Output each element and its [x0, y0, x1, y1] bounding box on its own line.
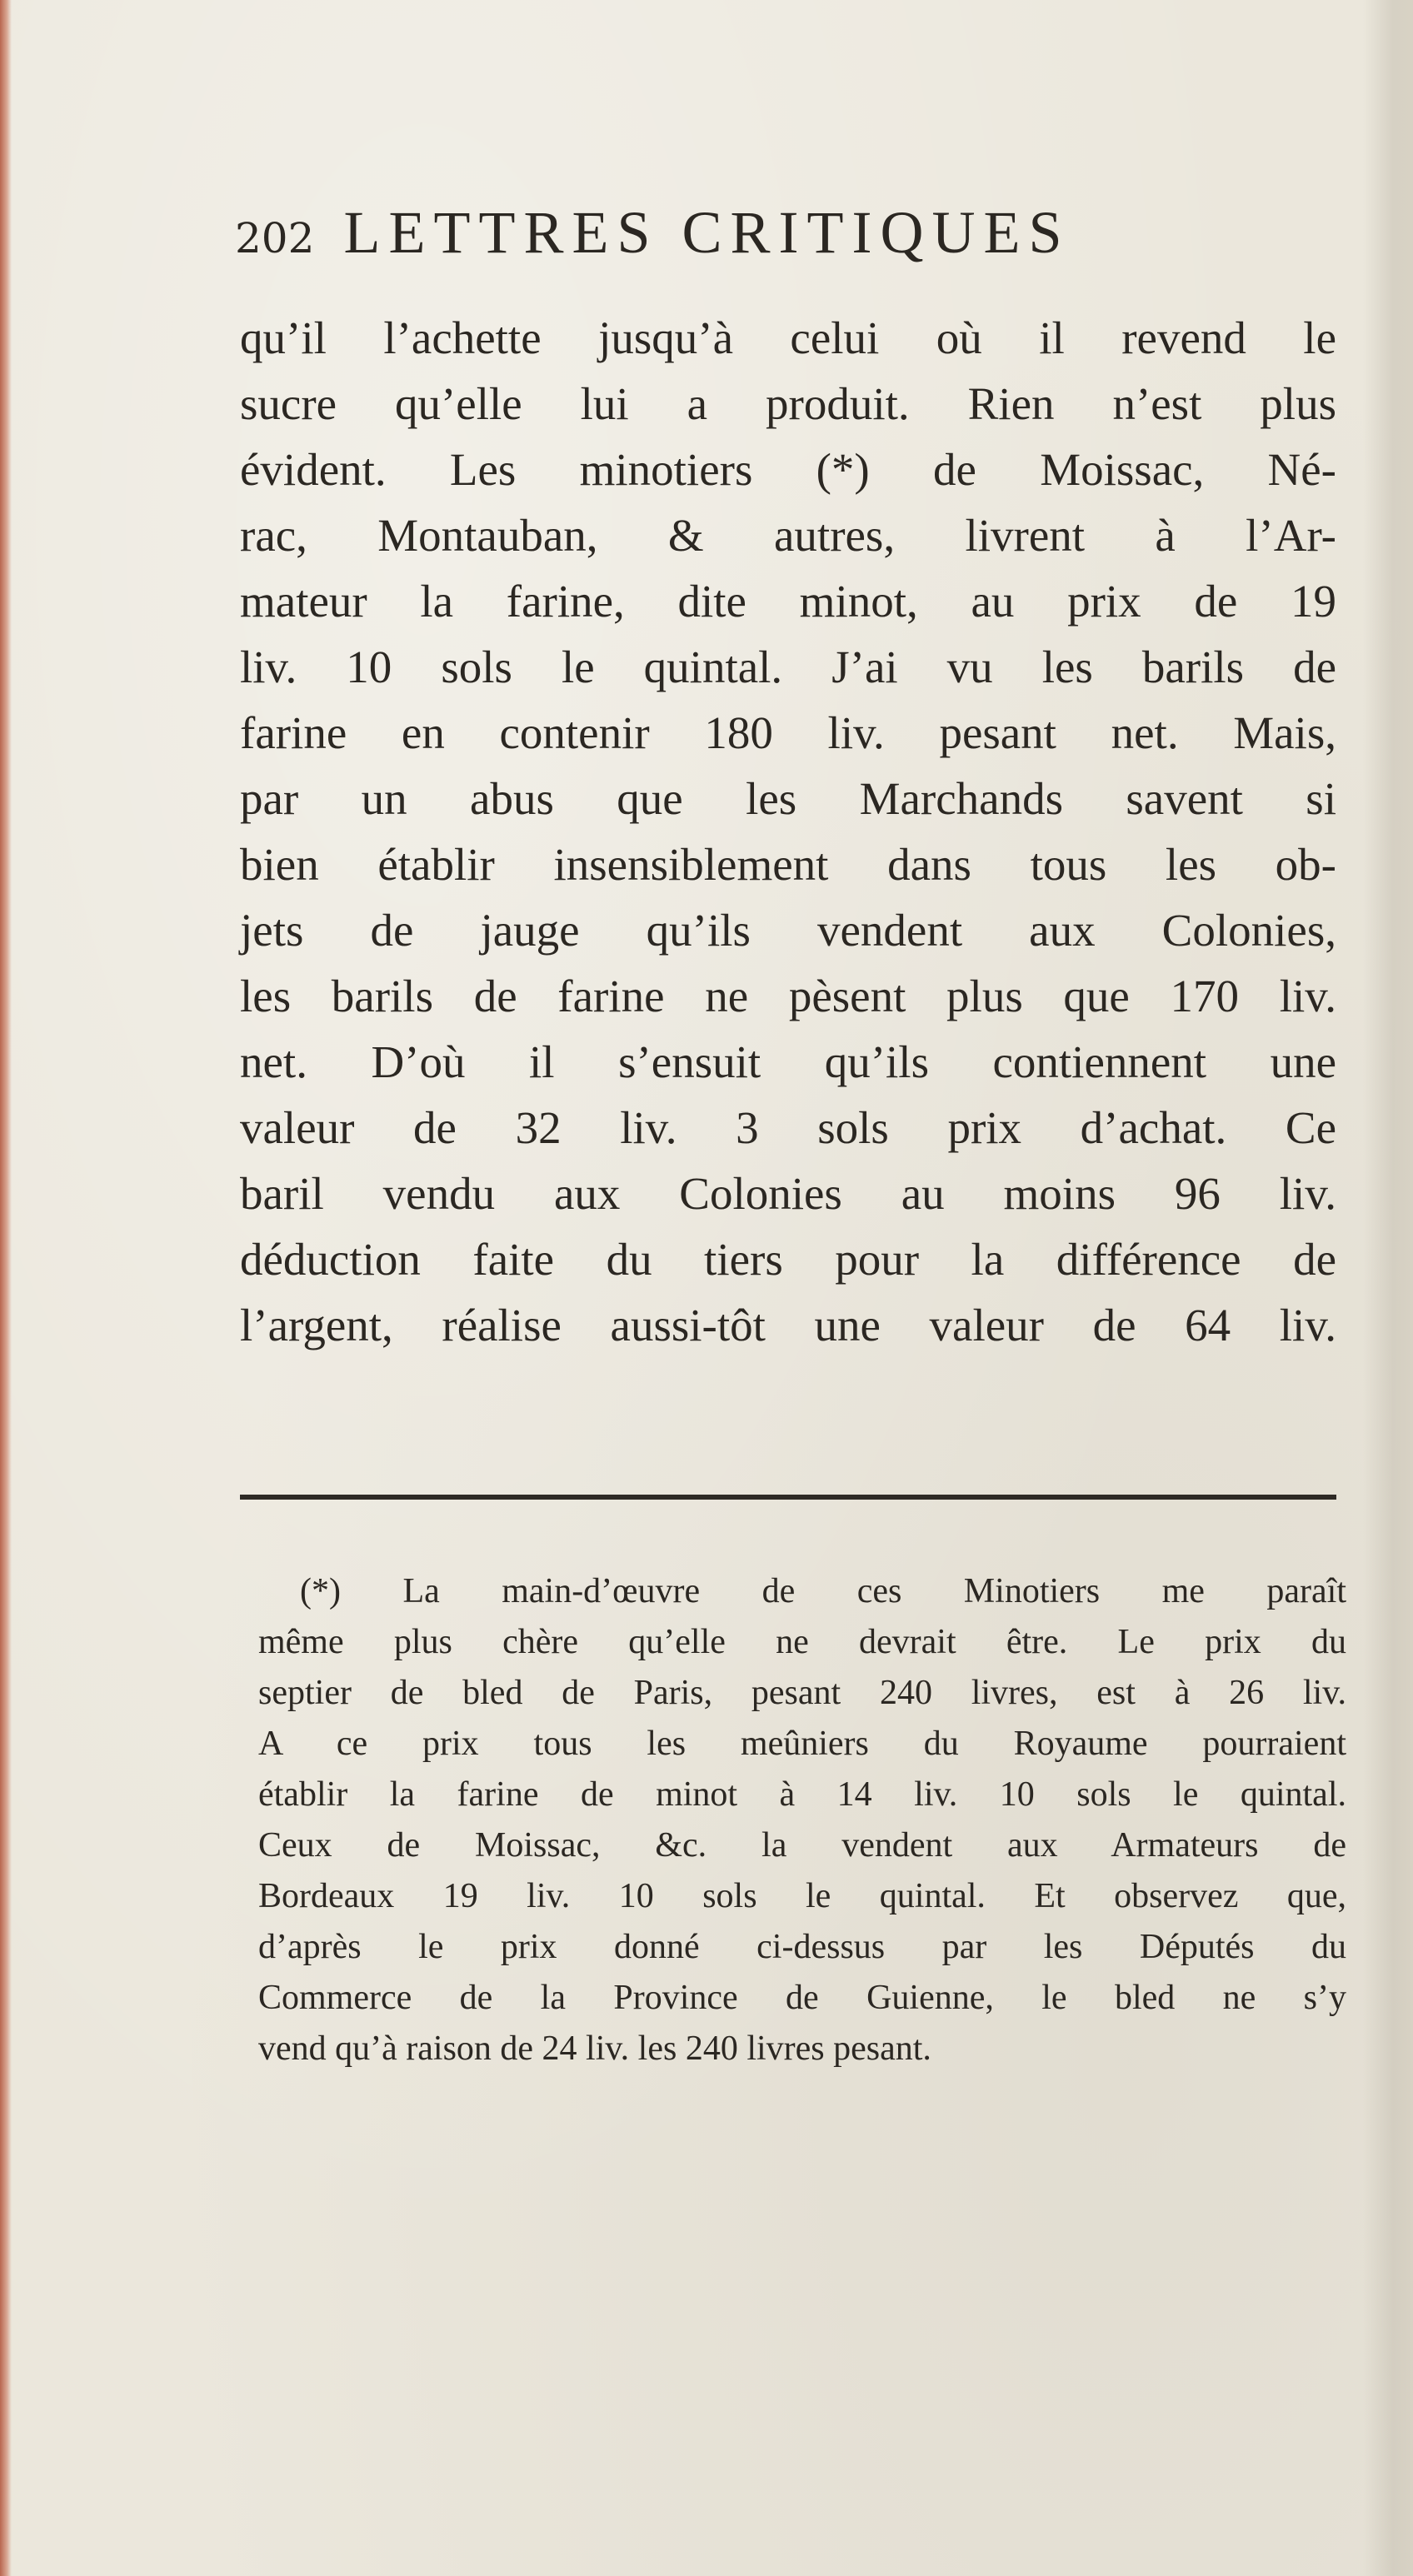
footnote-line: Ceux de Moissac, &c. la vendent aux Armateurs de [258, 1826, 1346, 1865]
page-right-edge [1363, 0, 1413, 2576]
body-line: qu’il l’achette jusqu’à celui où il revend le [240, 312, 1336, 363]
body-text [240, 305, 1336, 1358]
body-line: valeur de 32 liv. 3 sols prix d’achat. Ce [240, 1102, 1336, 1153]
footnote-line: A ce prix tous les meûniers du Royaume pourraient [258, 1725, 1346, 1763]
footnote-line: Commerce de la Province de Guienne, le bled ne s’y [258, 1979, 1346, 2017]
footnote-line: Bordeaux 19 liv. 10 sols le quintal. Et observez que, [258, 1877, 1346, 1915]
body-line: rac, Montauban, & autres, livrent à l’Ar- [240, 510, 1336, 561]
footnote-line: vend qu’à raison de 24 liv. les 240 livres pesant. [258, 2029, 931, 2068]
body-line: mateur la farine, dite minot, au prix de 19 [240, 576, 1336, 627]
body-line: liv. 10 sols le quintal. J’ai vu les barils de [240, 642, 1336, 692]
footnote-line: septier de bled de Paris, pesant 240 livres, est à 26 liv. [258, 1674, 1346, 1712]
body-line: l’argent, réalise aussi-tôt une valeur de 64 liv. [240, 1300, 1336, 1350]
running-head [235, 198, 1335, 273]
body-line: baril vendu aux Colonies au moins 96 liv. [240, 1168, 1336, 1219]
body-line: évident. Les minotiers (*) de Moissac, Né- [240, 444, 1336, 495]
body-line: jets de jauge qu’ils vendent aux Colonies, [240, 905, 1336, 956]
body-line: déduction faite du tiers pour la différence de [240, 1234, 1336, 1285]
footnote-line: (*) La main-d’œuvre de ces Minotiers me paraît [300, 1572, 1346, 1610]
body-line: farine en contenir 180 liv. pesant net. Mais, [240, 707, 1336, 758]
page-number: 202 [235, 214, 315, 262]
page-left-edge [0, 0, 12, 2576]
running-title: LETTRES CRITIQUES [343, 199, 1071, 266]
footnote-line: même plus chère qu’elle ne devrait être. Le prix du [258, 1623, 1346, 1661]
body-line: les barils de farine ne pèsent plus que 170 liv. [240, 971, 1336, 1021]
body-line: net. D’où il s’ensuit qu’ils contiennent une [240, 1036, 1336, 1087]
body-line: bien établir insensiblement dans tous les ob- [240, 839, 1336, 890]
footnote-line: d’après le prix donné ci-dessus par les Députés du [258, 1928, 1346, 1966]
footnote [258, 1566, 1346, 2074]
body-line: par un abus que les Marchands savent si [240, 773, 1336, 824]
footnote-line: établir la farine de minot à 14 liv. 10 sols le quintal. [258, 1775, 1346, 1814]
footnote-rule [240, 1495, 1336, 1500]
body-line: sucre qu’elle lui a produit. Rien n’est plus [240, 378, 1336, 429]
